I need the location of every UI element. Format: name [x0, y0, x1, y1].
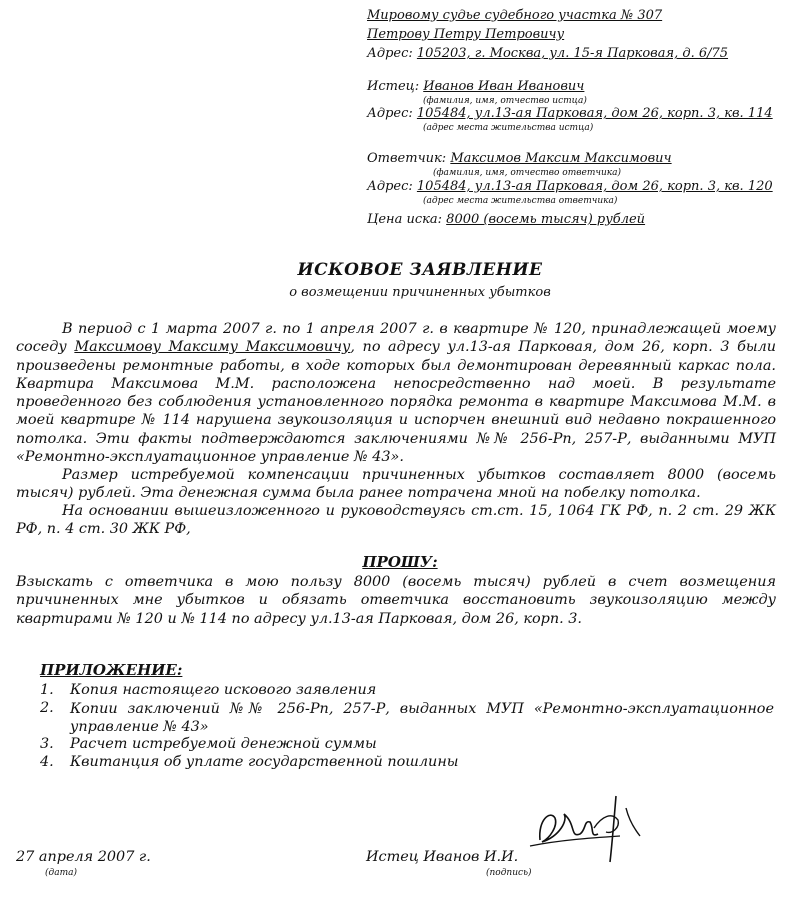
attachment-text-1: Копия настоящего искового заявления	[70, 682, 377, 698]
attachment-text-2: Копии заключений №№ 256-Рп, 257-Р, выданных МУП «Ремонтно-эксплуатационное управление № 43»	[70, 701, 774, 736]
attachment-num-1: 1.	[40, 682, 54, 698]
attachment-text-3: Расчет истребуемой денежной суммы	[70, 736, 377, 752]
defendant-address: 105484, ул.13-ая Парковая, дом 26, корп. 3, кв. 120	[416, 179, 773, 194]
request-heading: ПРОШУ:	[362, 553, 438, 571]
recipient-line-2: Петрову Петру Петровичу	[367, 27, 565, 42]
claim-price-label: Цена иска:	[367, 212, 443, 227]
claim-date: 27 апреля 2007 г.	[16, 849, 151, 865]
plaintiff-address-hint: (адрес места жительства истца)	[423, 123, 594, 133]
p1-after: , по адресу ул.13-ая Парковая, дом 26, корп. 3 были произведены ремонтные работы, в ходе которых был демонтирован деревянный каркас пола. Квартира Максимова М.М. расположена непосредственно над моей. В результате проведенного без соблюдения установленного порядка ремонта в квартире Максимова М.М. в моей квартире № 114 нарушена звукоизоляция и испорчен внешний вид недавно покрашенного потолка. Эти факты подтверждаются заключениями №№ 256-Рп, 257-Р, выданными МУП «Ремонтно-эксплуатационное управление № 43».	[16, 339, 776, 466]
plaintiff-address: 105484, ул.13-ая Парковая, дом 26, корп. 3, кв. 114	[416, 106, 773, 121]
attachments-heading: ПРИЛОЖЕНИЕ:	[40, 661, 183, 679]
body-paragraph-3: На основании вышеизложенного и руководствуясь ст.ст. 15, 1064 ГК РФ, п. 2 ст. 29 ЖК РФ, п. 4 ст. 30 ЖК РФ,	[16, 503, 776, 538]
defendant-name-hint: (фамилия, имя, отчество ответчика)	[433, 168, 621, 178]
attachment-num-4: 4.	[40, 754, 54, 770]
defendant-name-line	[367, 151, 672, 166]
claim-price: 8000 (восемь тысяч) рублей	[446, 212, 646, 227]
court-address-value: 105203, г. Москва, ул. 15-я Парковая, д. 6/75	[416, 46, 729, 61]
signature-image	[520, 790, 660, 870]
plaintiff-name-line	[367, 79, 584, 94]
plaintiff-label: Истец:	[367, 79, 420, 94]
court-address	[367, 46, 728, 61]
attachment-num-2: 2.	[40, 700, 54, 716]
attachment-num-3: 3.	[40, 736, 54, 752]
plaintiff-name: Иванов Иван Иванович	[423, 79, 585, 94]
body-paragraph-1	[16, 320, 776, 466]
defendant-name: Максимов Максим Максимович	[450, 151, 672, 166]
body-paragraph-2: Размер истребуемой компенсации причиненных убытков составляет 8000 (восемь тысяч) рублей. Эта денежная сумма была ранее потрачена мной на побелку потолка.	[16, 467, 776, 502]
plaintiff-name-hint: (фамилия, имя, отчество истца)	[423, 96, 587, 106]
p1-before: В период с 1 марта 2007 г. по 1 апреля 2007 г. в квартире № 120, принадлежащей моему соседу	[16, 321, 776, 356]
plaintiff-address-label: Адрес:	[367, 106, 413, 121]
plaintiff-address-line	[367, 106, 773, 121]
attachment-text-4: Квитанция об уплате государственной пошлины	[70, 754, 459, 770]
recipient-line-1: Мировому судье судебного участка № 307	[367, 8, 663, 23]
signature-hint: (подпись)	[486, 868, 532, 878]
claim-date-hint: (дата)	[45, 868, 77, 878]
defendant-address-label: Адрес:	[367, 179, 413, 194]
court-address-label: Адрес:	[367, 46, 413, 61]
p1-defendant-name: Максимову Максиму Максимовичу	[74, 339, 351, 356]
document-title: ИСКОВОЕ ЗАЯВЛЕНИЕ	[297, 260, 543, 280]
signer-name: Истец Иванов И.И.	[366, 849, 519, 865]
defendant-address-hint: (адрес места жительства ответчика)	[423, 196, 618, 206]
defendant-label: Ответчик:	[367, 151, 447, 166]
claim-price-line	[367, 212, 645, 227]
document-subtitle: о возмещении причиненных убытков	[289, 285, 551, 300]
defendant-address-line	[367, 179, 773, 194]
request-text: Взыскать с ответчика в мою пользу 8000 (восемь тысяч) рублей в счет возмещения причиненных мне убытков и обязать ответчика восстановить звукоизоляцию между квартирами № 120 и № 114 по адресу ул.13-ая Парковая, дом 26, корп. 3.	[16, 574, 776, 627]
